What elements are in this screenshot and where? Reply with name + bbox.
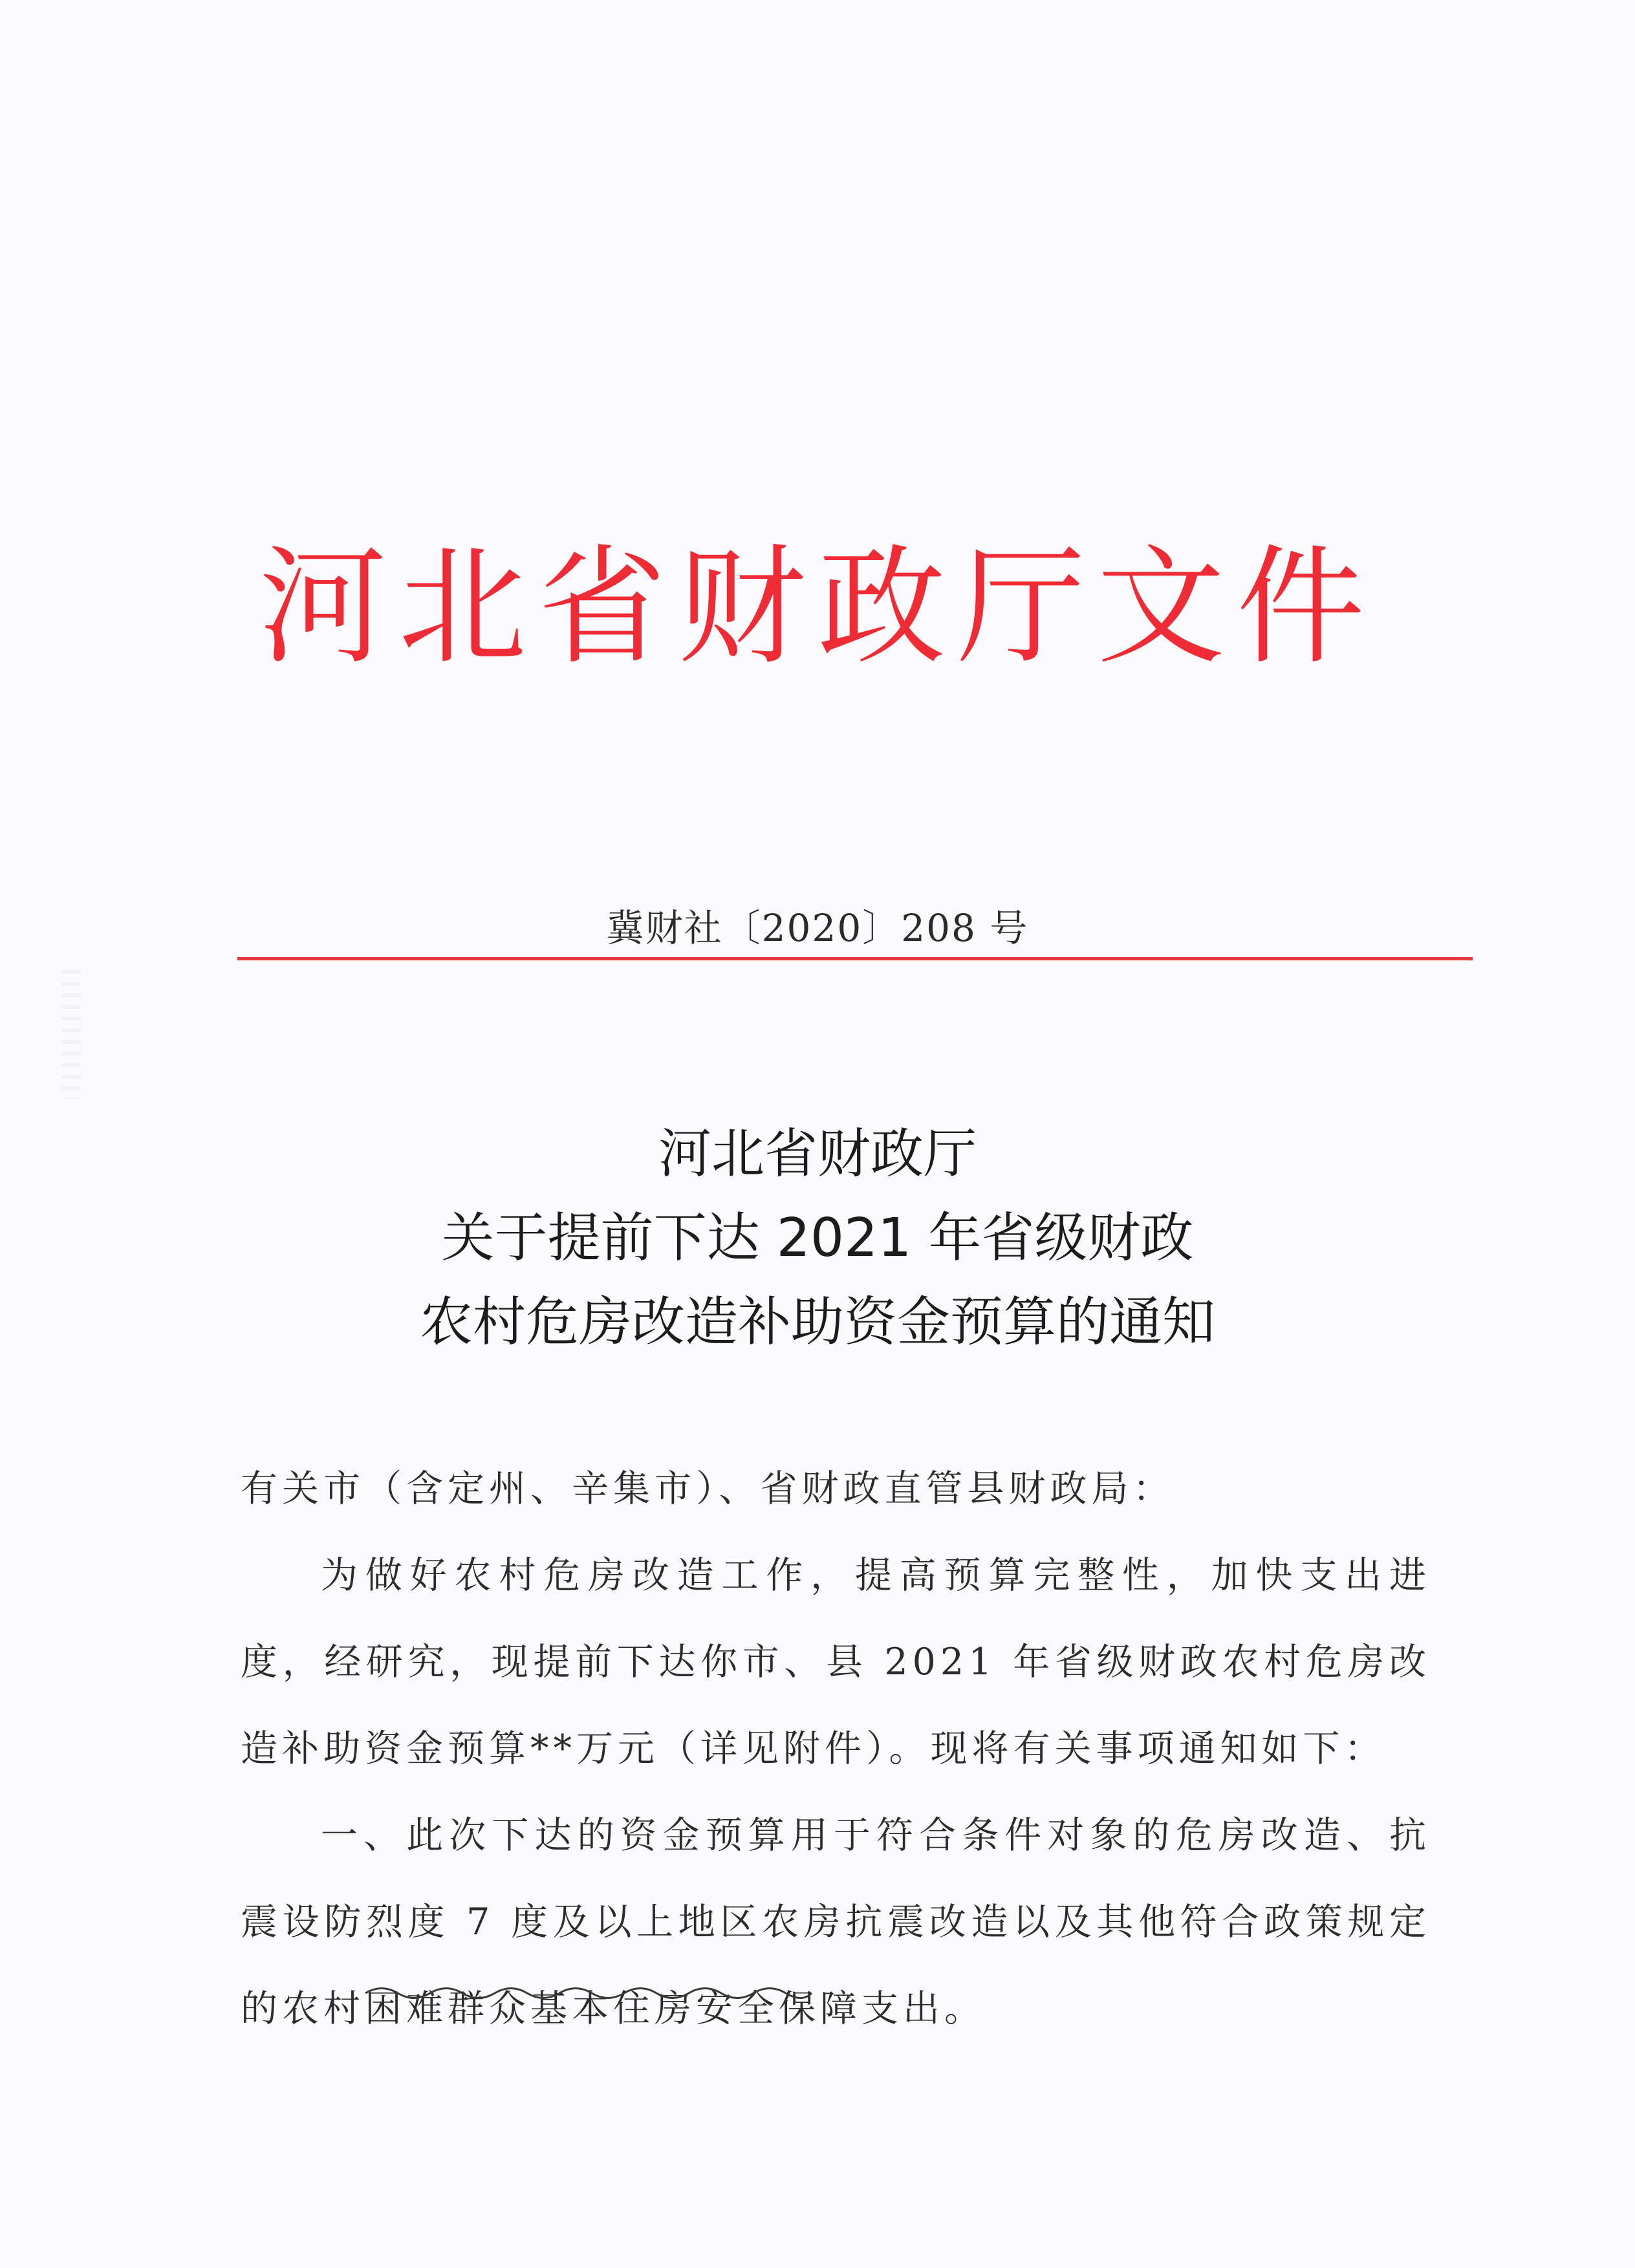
red-divider-line bbox=[237, 957, 1473, 960]
body-paragraph-2: 一、此次下达的资金预算用于符合条件对象的危房改造、抗震设防烈度 7 度及以上地区农房抗震改造以及其他符合政策规定的农村困难群众基本住房安全保障支出。 bbox=[241, 1814, 1431, 2030]
title-line-2: 关于提前下达 2021 年省级财政 bbox=[441, 1207, 1194, 1269]
title-line-1: 河北省财政厅 bbox=[658, 1123, 977, 1185]
document-number: 冀财社〔2020〕208 号 bbox=[606, 906, 1029, 950]
agency-header-title: 河北省财政厅文件 bbox=[259, 532, 1376, 682]
scan-artifact bbox=[61, 970, 81, 1099]
handwritten-underline-mark bbox=[362, 1980, 815, 2006]
salutation: 有关市（含定州、辛集市）、省财政直管县财政局： bbox=[241, 1467, 1175, 1510]
notice-body bbox=[241, 1445, 1431, 2052]
title-line-3: 农村危房改造补助资金预算的通知 bbox=[419, 1291, 1215, 1353]
body-paragraph-1: 为做好农村危房改造工作，提高预算完整性，加快支出进度，经研究，现提前下达你市、县 2021 年省级财政农村危房改造补助资金预算**万元（详见附件）。现将有关事项通知如下： bbox=[241, 1554, 1431, 1770]
notice-title bbox=[0, 1112, 1635, 1365]
